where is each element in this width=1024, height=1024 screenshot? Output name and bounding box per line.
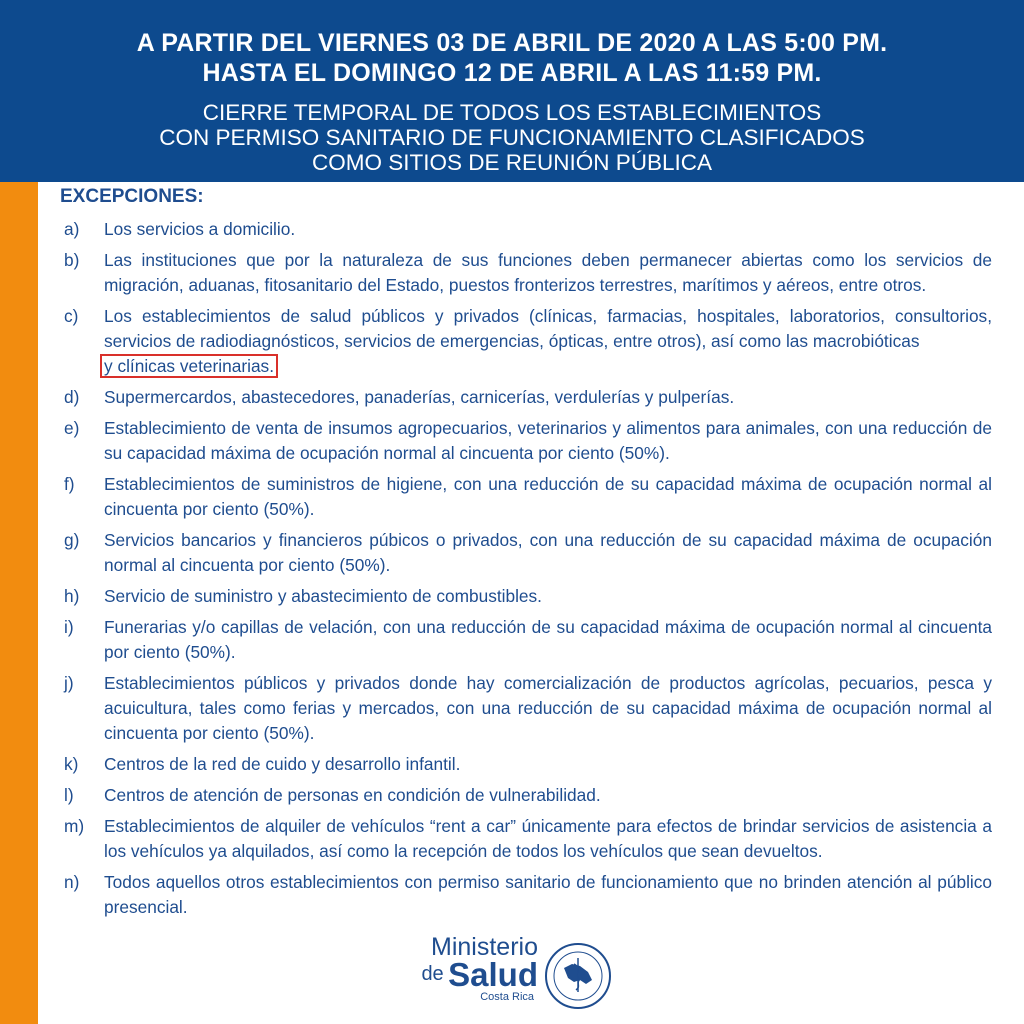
seal-icon bbox=[544, 942, 612, 1010]
item-text: Los servicios a domicilio. bbox=[104, 219, 296, 239]
header-subtitle-line1: CIERRE TEMPORAL DE TODOS LOS ESTABLECIMIENTOS bbox=[202, 100, 822, 125]
exception-item-d bbox=[60, 385, 992, 410]
orange-accent-bar bbox=[0, 182, 38, 1024]
item-text: Establecimientos de alquiler de vehículos “rent a car” únicamente para efectos de brindar servicios de asistencia a los vehículos ya alquilados, así como la recepción de todos los vehículos que sean devueltos. bbox=[104, 816, 992, 861]
exception-item-g bbox=[60, 528, 992, 578]
item-label: e) bbox=[64, 418, 80, 438]
item-label: d) bbox=[64, 387, 80, 407]
item-text: Servicios bancarios y financieros púbicos o privados, con una reducción de su capacidad máxima de ocupación normal al cincuenta por ciento (50%). bbox=[104, 530, 992, 575]
item-label: l) bbox=[64, 785, 74, 805]
item-label: g) bbox=[64, 530, 80, 550]
ministerio-salud-logo bbox=[408, 934, 618, 1010]
item-label: n) bbox=[64, 872, 80, 892]
item-text: Centros de la red de cuido y desarrollo infantil. bbox=[104, 754, 461, 774]
exception-item-a bbox=[60, 217, 992, 242]
exception-item-c bbox=[60, 304, 992, 379]
header-banner bbox=[0, 0, 1024, 182]
exception-item-l bbox=[60, 783, 992, 808]
exception-item-m bbox=[60, 814, 992, 864]
logo-de: de bbox=[421, 963, 444, 985]
item-text: Establecimientos públicos y privados donde hay comercialización de productos agrícolas, pecuarios, pesca y acuicultura, tales como ferias y mercados, con una reducción de su capacidad máxima de ocupación normal al cincuenta por ciento (50%). bbox=[104, 673, 992, 743]
exception-item-i bbox=[60, 615, 992, 665]
header-subtitle bbox=[0, 100, 1024, 175]
item-label: a) bbox=[64, 219, 80, 239]
item-text: Establecimientos de suministros de higiene, con una reducción de su capacidad máxima de ocupación normal al cincuenta por ciento (50%). bbox=[104, 474, 992, 519]
item-text: Centros de atención de personas en condición de vulnerabilidad. bbox=[104, 785, 601, 805]
item-label: m) bbox=[64, 816, 85, 836]
header-subtitle-line2: CON PERMISO SANITARIO DE FUNCIONAMIENTO CLASIFICADOS bbox=[159, 125, 865, 150]
item-text: Todos aquellos otros establecimientos con permiso sanitario de funcionamiento que no brinden atención al público presencial. bbox=[104, 872, 992, 917]
exception-item-k bbox=[60, 752, 992, 777]
item-text: Servicio de suministro y abastecimiento de combustibles. bbox=[104, 586, 542, 606]
logo-country: Costa Rica bbox=[480, 991, 534, 1003]
exceptions-section bbox=[60, 184, 992, 926]
header-date-start: A PARTIR DEL VIERNES 03 DE ABRIL DE 2020 A LAS 5:00 PM. bbox=[136, 29, 888, 57]
exception-item-n bbox=[60, 870, 992, 920]
logo-salud: Salud bbox=[448, 956, 538, 993]
item-label: f) bbox=[64, 474, 75, 494]
item-label: h) bbox=[64, 586, 80, 606]
item-label: b) bbox=[64, 250, 80, 270]
item-text: Los establecimientos de salud públicos y privados (clínicas, farmacias, hospitales, laboratorios, consultorios, servicios de radiodiagnósticos, servicios de emergencias, ópticas, entre otros), así como las macrobióticas bbox=[104, 306, 992, 351]
item-label: k) bbox=[64, 754, 79, 774]
item-text: Supermercardos, abastecedores, panaderías, carnicerías, verdulerías y pulperías. bbox=[104, 387, 735, 407]
exception-item-f bbox=[60, 472, 992, 522]
logo-salud-line bbox=[408, 956, 538, 993]
item-text: Las instituciones que por la naturaleza de sus funciones deben permanecer abiertas como los servicios de migración, aduanas, fitosanitario del Estado, puestos fronterizos terrestres, marítimos y aéreos, entre otros. bbox=[104, 250, 992, 295]
exception-item-e bbox=[60, 416, 992, 466]
highlighted-text: y clínicas veterinarias. bbox=[100, 354, 278, 378]
item-label: j) bbox=[64, 673, 74, 693]
item-label: c) bbox=[64, 306, 79, 326]
exception-item-h bbox=[60, 584, 992, 609]
exception-item-j bbox=[60, 671, 992, 746]
exceptions-title: EXCEPCIONES: bbox=[60, 186, 204, 207]
header-date-end: HASTA EL DOMINGO 12 DE ABRIL A LAS 11:59 PM. bbox=[202, 59, 822, 87]
exception-item-b bbox=[60, 248, 992, 298]
item-label: i) bbox=[64, 617, 74, 637]
logo-wordmark bbox=[408, 934, 538, 1003]
item-text: Establecimiento de venta de insumos agropecuarios, veterinarios y alimentos para animales, con una reducción de su capacidad máxima de ocupación normal al cincuenta por ciento (50%). bbox=[104, 418, 992, 463]
logo-ministerio: Ministerio bbox=[431, 933, 538, 961]
header-subtitle-line3: COMO SITIOS DE REUNIÓN PÚBLICA bbox=[311, 150, 713, 175]
item-text: Funerarias y/o capillas de velación, con una reducción de su capacidad máxima de ocupación normal al cincuenta por ciento (50%). bbox=[104, 617, 992, 662]
